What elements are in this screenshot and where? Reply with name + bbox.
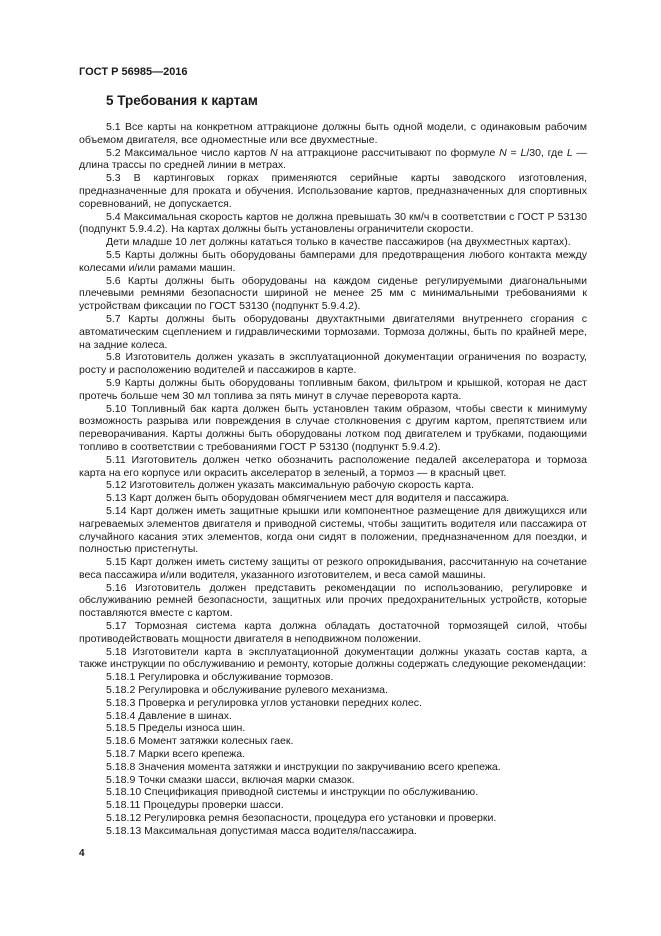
p52-text: = — [506, 146, 521, 159]
list-item: 5.18.4 Давление в шинах. — [106, 709, 232, 722]
paragraph-5-7: 5.7 Карты должны быть оборудованы двухтактными двигателями внутреннего сгорания с автоматическим сцеплением и гидравлическими тормозами. Тормоза должны, быть по крайней мере, на задние колеса. — [79, 312, 587, 351]
list-item: 5.18.8 Значения момента затяжки и инструкции по закручиванию всего крепежа. — [106, 760, 501, 773]
paragraph-5-6: 5.6 Карты должны быть оборудованы на каждом сиденье регулируемыми диагональными плечевыми ремнями безопасности шириной не менее 25 мм с минимальными требованиями к устройствам фиксации по ГОСТ 53130 (подпункт 5.9.4.2). — [79, 274, 587, 313]
section-body — [79, 121, 587, 838]
document-id-header: ГОСТ Р 56985—2016 — [79, 66, 188, 78]
paragraph-5-18: 5.18 Изготовители карта в эксплуатационной документации должны указать состав карта, а также инструкции по обслуживанию и ремонту, которые должны содержать следующие рекомендации: — [79, 645, 587, 671]
paragraph-5-15: 5.15 Карт должен иметь систему защиты от резкого опрокидывания, рассчитанную на сочетание веса пассажира и/или водителя, указанного изготовителем, и веса самой машины. — [79, 556, 587, 581]
paragraph-5-11: 5.11 Изготовитель должен четко обозначить расположение педалей акселератора и тормоза карта на его корпусе или окрасить акселератор в зеленый, а тормоз — в красный цвет. — [79, 453, 587, 479]
list-item: 5.18.13 Максимальная допустимая масса водителя/пассажира. — [106, 824, 417, 837]
list-item: 5.18.7 Марки всего крепежа. — [106, 748, 246, 761]
paragraph-5-14: 5.14 Карт должен иметь защитные крышки или компонентное размещение для движущихся или нагреваемых элементов двигателя и приводной системы, чтобы защитить водителя или пассажира от случайного касания этих элементов, когда они сидят в положении, предназначенном для поездки, и полностью пристегнуты. — [79, 504, 587, 556]
var-n: N — [269, 146, 278, 159]
paragraph-5-5: 5.5 Карты должны быть оборудованы бамперами для предотвращения любого контакта между колесами и/или рамами машин. — [79, 248, 587, 274]
paragraph-5-4-children: Дети младше 10 лет должны кататься только в качестве пассажиров (на двухместных картах). — [106, 236, 571, 249]
p52-text: на аттракционе рассчитывают по формуле — [277, 146, 500, 159]
list-item: 5.18.3 Проверка и регулировка углов установки передних колес. — [106, 696, 422, 709]
paragraph-5-2 — [79, 147, 587, 173]
paragraph-5-1: 5.1 Все карты на конкретном аттракционе должны быть одной модели, с одинаковым рабочим объемом двигателя, все одноместные или все двухместные. — [79, 121, 587, 146]
var-l: L — [566, 146, 573, 159]
paragraph-5-4: 5.4 Максимальная скорость картов не должна превышать 30 км/ч в соответствии с ГОСТ Р 53130 (подпункт 5.9.4.2). На картах должны быть установлены ограничители скорости. — [79, 210, 587, 236]
list-item: 5.18.2 Регулировка и обслуживание рулевого механизма. — [106, 684, 388, 697]
list-item: 5.18.11 Процедуры проверки шасси. — [106, 799, 284, 812]
p52-text: 5.2 Максимальное число картов — [106, 146, 270, 159]
list-item: 5.18.5 Пределы износа шин. — [106, 722, 246, 735]
list-item: 5.18.9 Точки смазки шасси, включая марки смазок. — [106, 773, 355, 786]
list-item: 5.18.6 Момент затяжки колесных гаек. — [106, 735, 294, 748]
p52-text: — длина трассы по средней линии в метрах. — [79, 146, 587, 172]
paragraph-5-3: 5.3 В картинговых горках применяются серийные карты заводского изготовления, предназначенные для проката и обучения. Использование картов, предназначенных для спортивных соревнований, не допускается. — [79, 172, 587, 210]
section-title: 5 Требования к картам — [106, 93, 258, 108]
var-l: L — [520, 146, 527, 159]
list-item: 5.18.10 Спецификация приводной системы и инструкции по обслуживанию. — [106, 786, 479, 799]
list-item: 5.18.1 Регулировка и обслуживание тормозов. — [106, 671, 334, 684]
paragraph-5-10: 5.10 Топливный бак карта должен быть установлен таким образом, чтобы свести к минимуму возможность разрыва или повреждения в случае столкновения с другим картом, препятствием или переворачивания. Карты должны быть оборудованы лотком под двигателем и трубками, подающими топливо в соответствии с требованиями ГОСТ Р 53130 (подпункт 5.9.4.2). — [79, 402, 587, 453]
paragraph-5-9: 5.9 Карты должны быть оборудованы топливным баком, фильтром и крышкой, которая не даст протечь больше чем 30 мл топлива за пять минут в случае переворота карта. — [79, 376, 587, 402]
list-item: 5.18.12 Регулировка ремня безопасности, процедура его установки и проверки. — [106, 812, 497, 825]
paragraph-5-16: 5.16 Изготовитель должен представить рекомендации по использованию, регулировке и обслуживанию ремней безопасности, защитных или прочих предохранительных устройств, которые поставляются вместе с картом. — [79, 581, 587, 620]
var-n: N — [499, 146, 507, 159]
paragraph-5-17: 5.17 Тормозная система карта должна обладать достаточной тормозящей силой, чтобы противодействовать мощности двигателя в неподвижном положении. — [79, 620, 587, 645]
page-number: 4 — [79, 848, 85, 859]
paragraph-5-12: 5.12 Изготовитель должен указать максимальную рабочую скорость карта. — [106, 479, 474, 492]
paragraph-5-13: 5.13 Карт должен быть оборудован обмягчением мест для водителя и пассажира. — [106, 492, 510, 505]
p52-text: /30, где — [526, 146, 567, 159]
paragraph-5-8: 5.8 Изготовитель должен указать в эксплуатационной документации ограничения по возрасту, росту и расположению водителей и пассажиров в карте. — [79, 351, 587, 377]
